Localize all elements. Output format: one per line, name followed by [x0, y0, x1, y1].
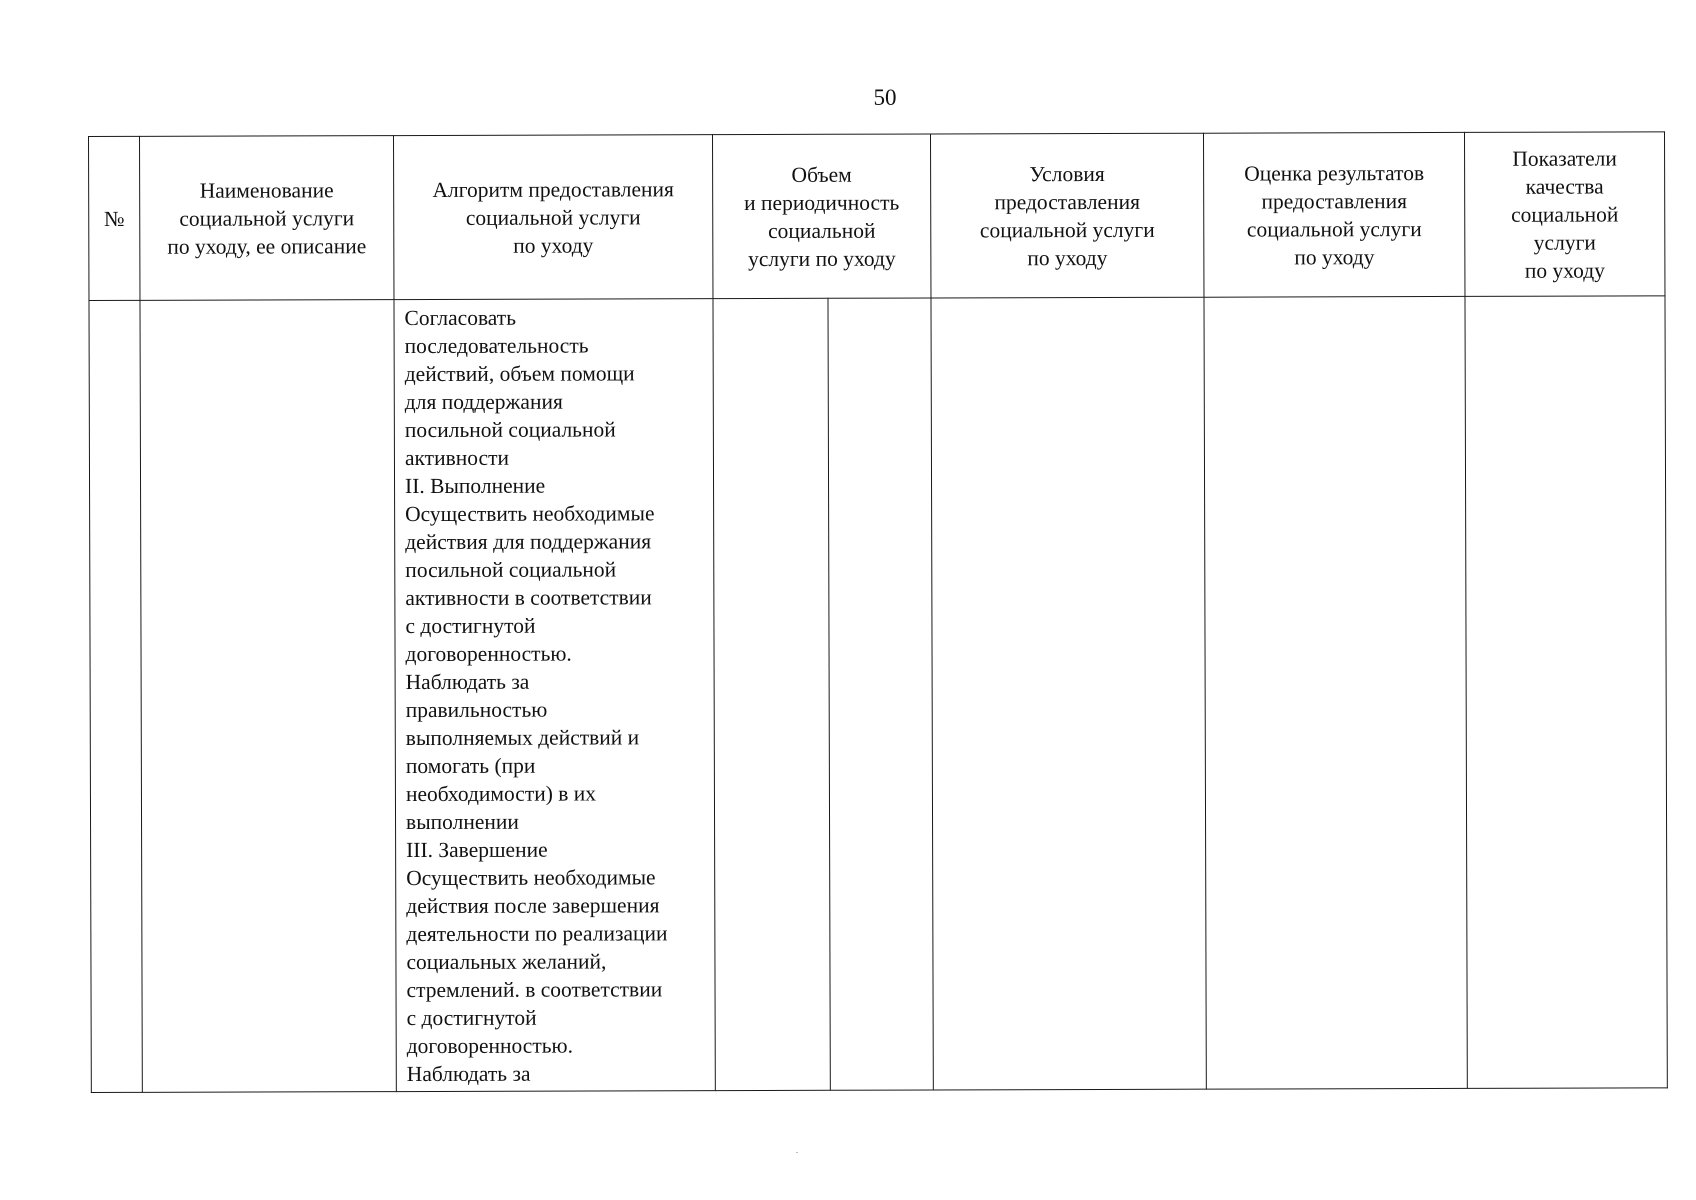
header-cell-num — [89, 136, 140, 300]
header-volume: Объем и периодичность социальной услуги по уходу — [744, 162, 900, 271]
table-row — [89, 296, 1667, 1093]
page-number: 50 — [873, 85, 897, 110]
header-cell-volume — [712, 134, 931, 299]
cell-algorithm — [394, 299, 715, 1092]
scan-artifact-dot — [796, 1152, 798, 1153]
header-quality: Показатели качества социальной услуги по уходу — [1511, 145, 1619, 283]
services-table — [88, 131, 1668, 1093]
header-cell-conditions — [931, 133, 1204, 298]
header-conditions: Условия предоставления социальной услуги по уходу — [979, 161, 1155, 270]
cell-evaluation — [1204, 296, 1467, 1089]
header-cell-name — [140, 136, 394, 301]
cell-quality — [1465, 296, 1667, 1089]
algorithm-text: Согласовать последовательность действий, объем помощи для поддержания посильной социальной активности II. Выполнение Осуществить необходимые действия для поддержания посильной социальной активности в соответствии с достигнутой договоренностью. Наблюдать за правильностью выполняемых действий и помогать (при необходимости) в их выполнении III. Завершение Осуществить необходимые действия после завершения деятельности по реализации социальных желаний, стремлений. в соответствии с достигнутой договоренностью. Наблюдать за — [404, 305, 668, 1087]
header-num: № — [103, 206, 125, 231]
table-header-row — [89, 132, 1665, 301]
cell-volume — [713, 298, 830, 1090]
header-cell-algorithm — [394, 135, 713, 300]
header-algorithm: Алгоритм предоставления социальной услуги по уходу — [432, 176, 674, 258]
header-evaluation: Оценка результатов предоставления социальной услуги по уходу — [1244, 160, 1425, 269]
cell-num — [89, 300, 142, 1092]
cell-conditions — [931, 297, 1206, 1090]
header-cell-quality — [1465, 132, 1665, 297]
header-name: Наименование социальной услуги по уходу, ее описание — [167, 177, 367, 259]
cell-periodicity — [828, 298, 933, 1090]
cell-name — [140, 300, 396, 1093]
header-cell-evaluation — [1204, 132, 1465, 297]
